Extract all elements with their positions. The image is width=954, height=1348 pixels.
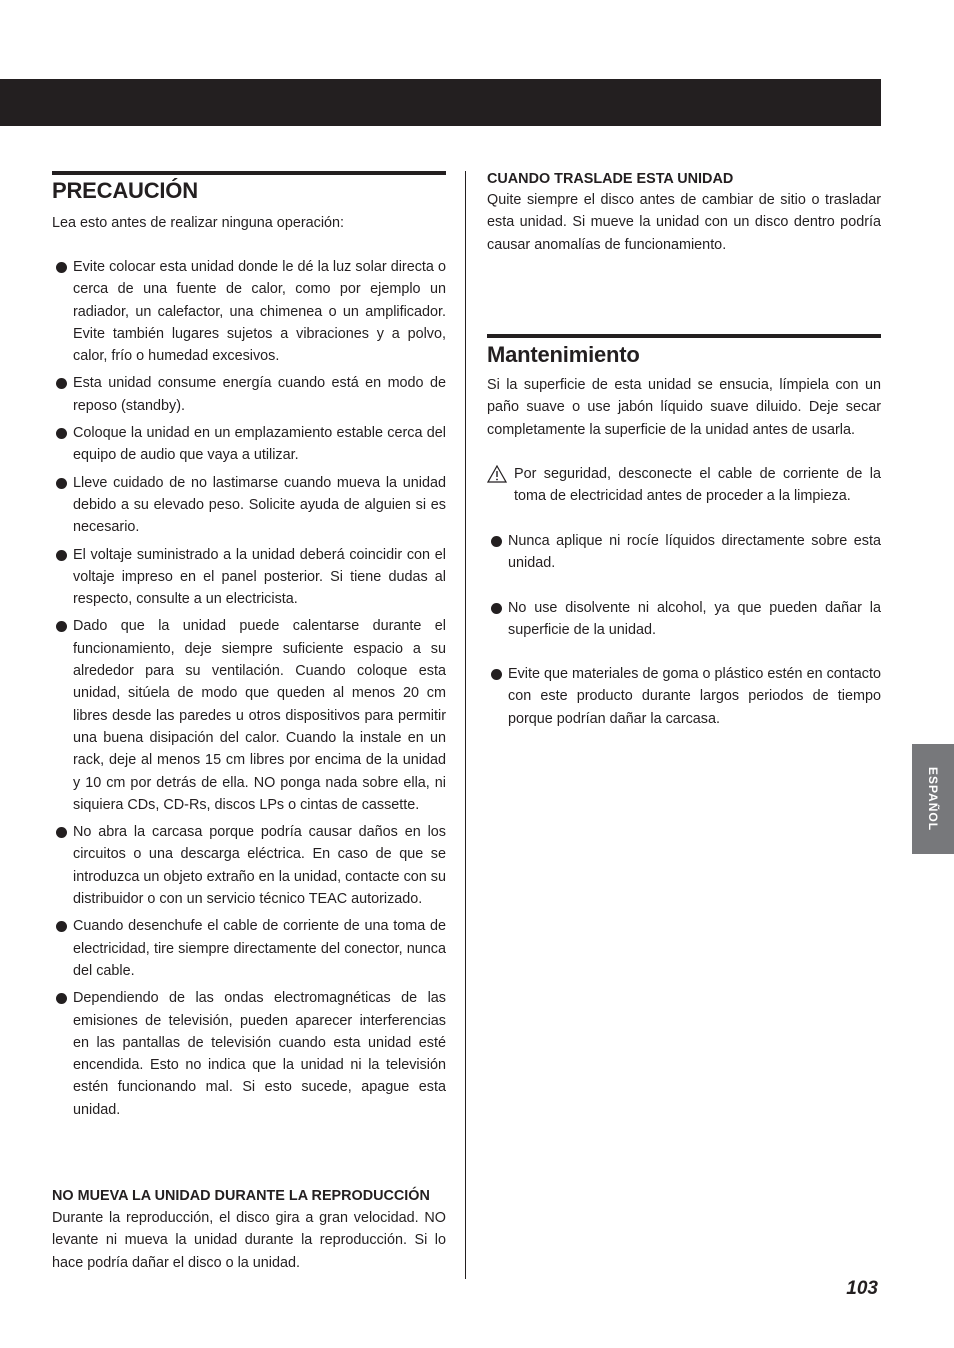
maintenance-list <box>487 530 881 730</box>
bullet-icon <box>56 428 67 439</box>
list-item: Coloque la unidad en un emplazamiento estable cerca del equipo de audio que vaya a utilizar. <box>52 422 446 467</box>
bullet-icon <box>56 550 67 561</box>
warning-triangle-icon <box>487 465 507 483</box>
precaucion-intro: Lea esto antes de realizar ninguna operación: <box>52 215 345 231</box>
precaucion-rule <box>52 171 446 175</box>
precaucion-title: PRECAUCIÓN <box>52 178 198 203</box>
bullet-icon <box>56 478 67 489</box>
bullet-icon <box>56 621 67 632</box>
language-tab-label: ESPAÑOL <box>926 766 940 832</box>
language-tab <box>912 744 954 854</box>
bullet-icon <box>56 262 67 273</box>
list-item: Dado que la unidad puede calentarse durante el funcionamiento, deje siempre suficiente espacio a su alrededor para su ventilación. Cuando coloque esta unidad, sitúela de modo que queden al menos 20 cm libres desde las paredes u otros dispositivos para permitir una buena disipación del calor. Cuando la instale en un rack, deje al menos 15 cm libres por encima de la unidad y 10 cm por detrás de ella. NO ponga nada sobre ella, ni siquiera CDs, CD-Rs, discos LPs o cintas de cassette. <box>52 615 446 816</box>
list-item: Esta unidad consume energía cuando está en modo de reposo (standby). <box>52 372 446 417</box>
warning-note <box>487 463 881 508</box>
list-item: Dependiendo de las ondas electromagnéticas de las emisiones de televisión, pueden aparecer interferencias en las pantallas de televisión cuando esta unidad esté encendida. Esto no indica que la unidad ni la televisión estén funcionando mal. Si esto sucede, apague esta unidad. <box>52 987 446 1121</box>
mantenimiento-rule <box>487 334 881 338</box>
moving-heading: CUANDO TRASLADE ESTA UNIDAD <box>487 171 734 187</box>
list-item: No use disolvente ni alcohol, ya que pueden dañar la superficie de la unidad. <box>487 597 881 642</box>
list-item: Nunca aplique ni rocíe líquidos directamente sobre esta unidad. <box>487 530 881 575</box>
playback-heading: NO MUEVA LA UNIDAD DURANTE LA REPRODUCCIÓN <box>52 1188 430 1204</box>
moving-text: Quite siempre el disco antes de cambiar de sitio o trasladar esta unidad. Si mueve la unidad con un disco dentro podría causar anomalías de funcionamiento. <box>487 192 881 253</box>
mantenimiento-title: Mantenimiento <box>487 342 640 367</box>
bullet-icon <box>491 536 502 547</box>
list-item: Evite colocar esta unidad donde le dé la luz solar directa o cerca de una fuente de calor, como por ejemplo un radiador, un calefactor, una chimenea o un amplificador. Evite también lugares sujetos a vibraciones y a polvo, calor, frío o humedad excesivos. <box>52 256 446 367</box>
bullet-icon <box>491 603 502 614</box>
list-item: Evite que materiales de goma o plástico estén en contacto con este producto durante largos periodos de tiempo porque podrían dañar la carcasa. <box>487 663 881 730</box>
bullet-icon <box>56 921 67 932</box>
mantenimiento-text: Si la superficie de esta unidad se ensucia, límpiela con un paño suave o use jabón líquido suave diluido. Deje secar completamente la superficie de la unidad antes de usarla. <box>487 377 881 438</box>
bullet-icon <box>491 669 502 680</box>
list-item: Lleve cuidado de no lastimarse cuando mueva la unidad debido a su elevado peso. Solicite ayuda de alguien si es necesario. <box>52 472 446 539</box>
list-item: No abra la carcasa porque podría causar daños en los circuitos o una descarga eléctrica. En caso de que se introduzca un objeto extraño en la unidad, contacte con su distribuidor o con un servicio técnico TEAC autorizado. <box>52 821 446 910</box>
precaucion-list <box>52 256 446 1121</box>
page-number: 103 <box>846 1278 878 1299</box>
bullet-icon <box>56 378 67 389</box>
list-item: Cuando desenchufe el cable de corriente de una toma de electricidad, tire siempre directamente del conector, nunca del cable. <box>52 915 446 982</box>
header-bar <box>0 79 881 126</box>
warning-text: Por seguridad, desconecte el cable de corriente de la toma de electricidad antes de proceder a la limpieza. <box>514 466 881 505</box>
bullet-icon <box>56 993 67 1004</box>
playback-text: Durante la reproducción, el disco gira a gran velocidad. NO levante ni mueva la unidad durante la reproducción. Si lo hace podría dañar el disco o la unidad. <box>52 1210 446 1271</box>
column-divider <box>465 171 466 1279</box>
list-item: El voltaje suministrado a la unidad deberá coincidir con el voltaje impreso en el panel posterior. Si tiene dudas al respecto, consulte a un electricista. <box>52 544 446 611</box>
bullet-icon <box>56 827 67 838</box>
